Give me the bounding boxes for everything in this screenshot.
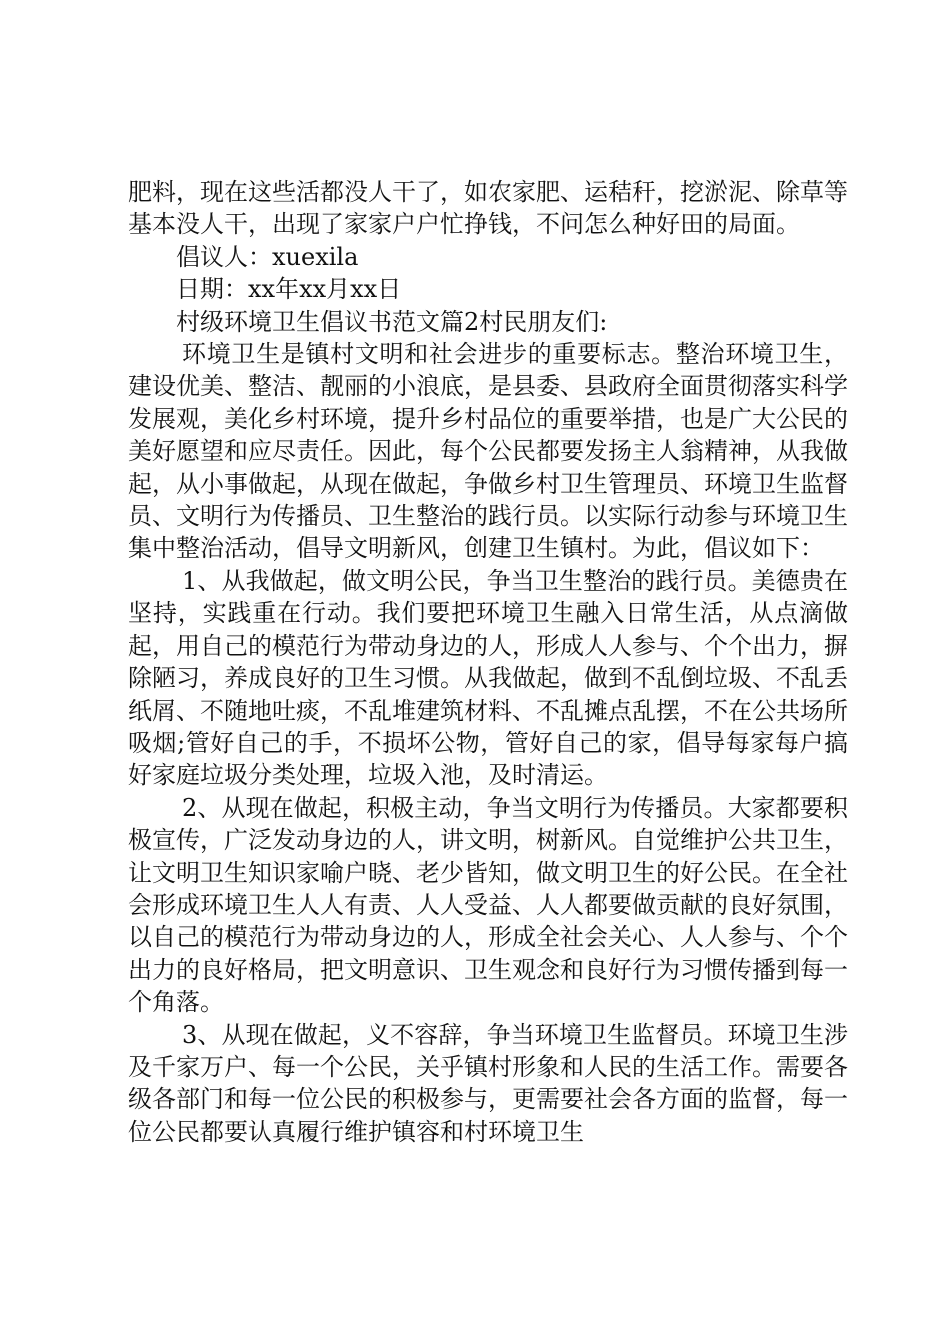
paragraph-item-2: 2、从现在做起，积极主动，争当文明行为传播员。大家都要积极宣传，广泛发动身边的人，讲文明，树新风。自觉维护公共卫生，让文明卫生知识家喻户晓、老少皆知，做文明卫生的好公民。在全社会形成环境卫生人人有责、人人受益、人人都要做贡献的良好氛围，以自己的模范行为带动身边的人，形成全社会关心、人人参与、个个出力的良好格局，把文明意识、卫生观念和良好行为习惯传播到每一个角落。 bbox=[128, 793, 848, 1017]
paragraph-item-3: 3、从现在做起，义不容辞，争当环境卫生监督员。环境卫生涉及千家万户、每一个公民，关乎镇村形象和人民的生活工作。需要各级各部门和每一位公民的积极参与，更需要社会各方面的监督，每一位公民都要认真履行维护镇容和村环境卫生 bbox=[128, 1020, 848, 1146]
document-body bbox=[128, 176, 848, 1148]
paragraph-continuation: 肥料，现在这些活都没人干了，如农家肥、运秸秆，挖淤泥、除草等基本没人干，出现了家家户户忙挣钱，不问怎么种好田的局面。 bbox=[128, 178, 848, 239]
paragraph-item-1: 1、从我做起，做文明公民，争当卫生整治的践行员。美德贵在坚持，实践重在行动。我们要把环境卫生融入日常生活，从点滴做起，用自己的模范行为带动身边的人，形成人人参与、个个出力，摒除陋习，养成良好的卫生习惯。从我做起，做到不乱倒垃圾、不乱丢纸屑、不随地吐痰，不乱堆建筑材料、不乱摊点乱摆，不在公共场所吸烟;管好自己的手，不损坏公物，管好自己的家，倡导每家每户搞好家庭垃圾分类处理，垃圾入池，及时清运。 bbox=[128, 566, 848, 790]
initiator-line: 倡议人：xuexila bbox=[176, 242, 359, 271]
paragraph-intro: 环境卫生是镇村文明和社会进步的重要标志。整治环境卫生，建设优美、整洁、靓丽的小浪底，是县委、县政府全面贯彻落实科学发展观，美化乡村环境，提升乡村品位的重要举措，也是广大公民的美好愿望和应尽责任。因此，每个公民都要发扬主人翁精神，从我做起，从小事做起，从现在做起，争做乡村卫生管理员、环境卫生监督员、文明行为传播员、卫生整治的践行员。以实际行动参与环境卫生集中整治活动，倡导文明新风，创建卫生镇村。为此，倡议如下： bbox=[128, 340, 848, 563]
date-line: 日期：xx年xx月xx日 bbox=[176, 275, 402, 304]
section-heading: 村级环境卫生倡议书范文篇2村民朋友们: bbox=[176, 307, 608, 336]
